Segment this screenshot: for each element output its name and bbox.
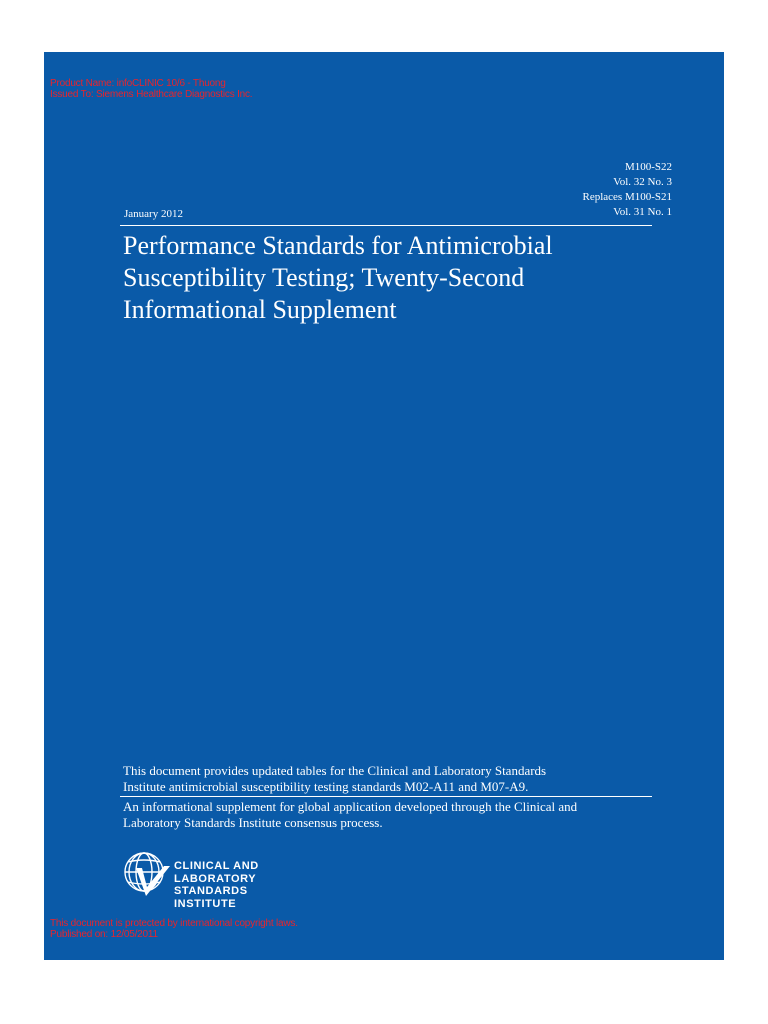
description-1-line-2: Institute antimicrobial susceptibility testing standards M02-A11 and M07-A9.	[123, 779, 529, 794]
logo-line-2: LABORATORY	[174, 872, 257, 885]
logo-line-1: CLINICAL AND	[174, 860, 259, 872]
watermark-top-line2: Issued To: Siemens Healthcare Diagnostics Inc.	[50, 89, 253, 100]
description-divider	[120, 796, 652, 797]
description-paragraph-1	[123, 763, 663, 795]
title-line-1: Performance Standards for Antimicrobial	[123, 231, 553, 260]
doc-id-replaces-volume: Vol. 31 No. 1	[613, 206, 672, 218]
logo-line-3: STANDARDS	[174, 885, 248, 897]
title-line-3: Informational Supplement	[123, 295, 397, 324]
doc-id-replaces: Replaces M100-S21	[582, 191, 672, 203]
publication-date: January 2012	[124, 208, 183, 220]
logo-line-4: INSTITUTE	[174, 897, 237, 910]
document-identifiers	[582, 160, 672, 220]
globe-checkmark-icon	[122, 846, 178, 916]
doc-id-volume: Vol. 32 No. 3	[613, 176, 672, 188]
clsi-logo	[122, 846, 302, 926]
watermark-top-line1: Product Name: infoCLINIC 10/6 - Thuong	[50, 78, 226, 89]
title-line-2: Susceptibility Testing; Twenty-Second	[123, 263, 525, 292]
doc-id-code: M100-S22	[624, 161, 672, 173]
description-1-line-1: This document provides updated tables for the Clinical and Laboratory Standards	[123, 763, 547, 778]
watermark-bottom	[50, 918, 298, 940]
title-divider	[120, 225, 652, 226]
description-2-line-1: An informational supplement for global application developed through the Clinical and	[123, 799, 578, 814]
document-title	[123, 230, 663, 326]
watermark-bottom-line2: Published on: 12/05/2011	[50, 929, 158, 940]
watermark-bottom-line1: This document is protected by international copyright laws.	[50, 918, 298, 929]
description-paragraph-2	[123, 799, 663, 831]
logo-wordmark	[174, 860, 259, 910]
description-2-line-2: Laboratory Standards Institute consensus process.	[123, 815, 383, 830]
document-cover	[44, 52, 724, 960]
watermark-top	[50, 78, 252, 100]
